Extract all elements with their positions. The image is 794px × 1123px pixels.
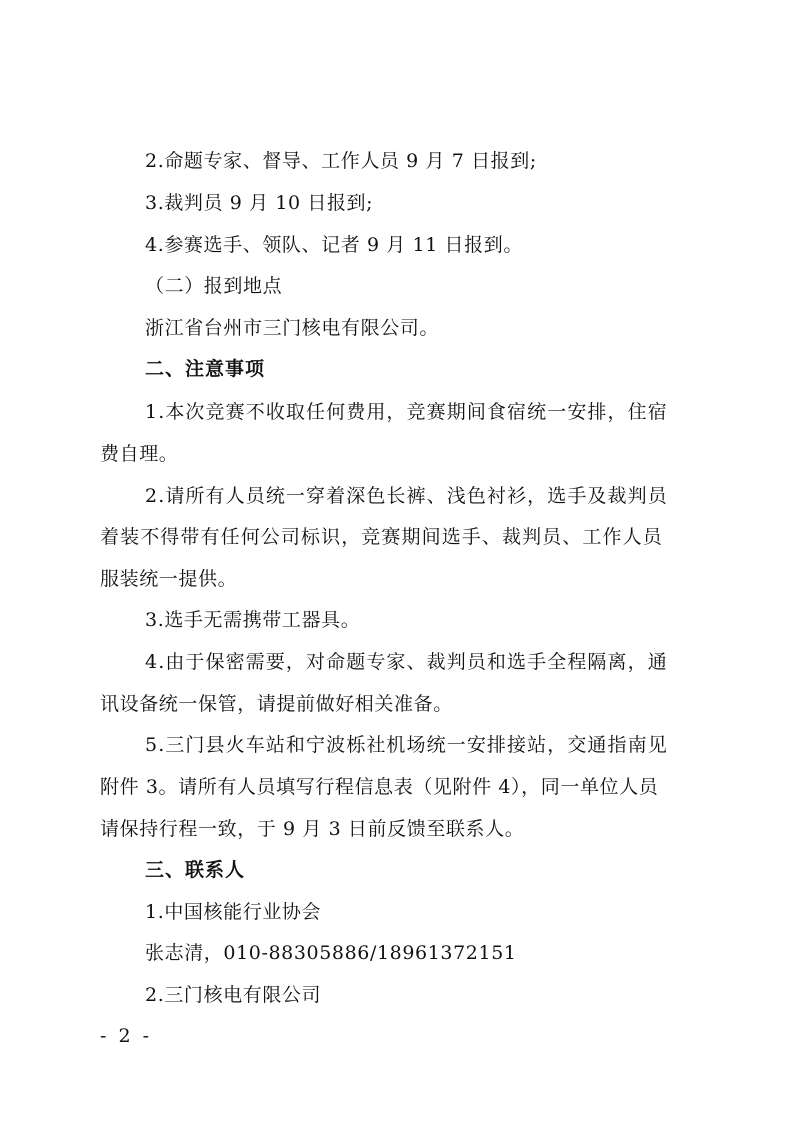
section-contacts-heading: 三、联系人 [145,859,246,881]
section-notes-heading: 二、注意事项 [145,358,266,380]
note-2-line-2: 着装不得带有任何公司标识，竞赛期间选手、裁判员、工作人员 [100,526,663,548]
note-1-line-2: 费自理。 [100,443,179,465]
note-1-line-1: 1.本次竞赛不收取任何费用，竞赛期间食宿统一安排，住宿 [145,401,668,423]
section-report-location-heading: （二）报到地点 [145,275,283,297]
note-5-line-3: 请保持行程一致，于 9 月 3 日前反馈至联系人。 [100,818,525,840]
note-2-line-1: 2.请所有人员统一穿着深色长裤、浅色衬衫，选手及裁判员 [145,485,668,507]
contact-org-1: 1.中国核能行业协会 [145,901,322,923]
page-number: - 2 - [100,1025,153,1047]
note-4-line-1: 4.由于保密需要，对命题专家、裁判员和选手全程隔离，通 [145,651,668,673]
note-4-line-2: 讯设备统一保管，请提前做好相关准备。 [100,693,453,715]
note-2-line-3: 服装统一提供。 [100,568,238,590]
note-5-line-1: 5.三门县火车站和宁波栎社机场统一安排接站，交通指南见 [145,734,668,756]
contact-person-1: 张志清，010-88305886/18961372151 [145,942,517,964]
report-date-item-4: 4.参赛选手、领队、记者 9 月 11 日报到。 [145,234,523,256]
contact-org-2: 2.三门核电有限公司 [145,984,322,1006]
note-3: 3.选手无需携带工器具。 [145,609,361,631]
note-5-line-2: 附件 3。请所有人员填写行程信息表（见附件 4），同一单位人员 [100,776,659,798]
report-date-item-2: 2.命题专家、督导、工作人员 9 月 7 日报到; [145,150,537,172]
report-date-item-3: 3.裁判员 9 月 10 日报到; [145,192,374,214]
report-location-text: 浙江省台州市三门核电有限公司。 [145,317,440,339]
